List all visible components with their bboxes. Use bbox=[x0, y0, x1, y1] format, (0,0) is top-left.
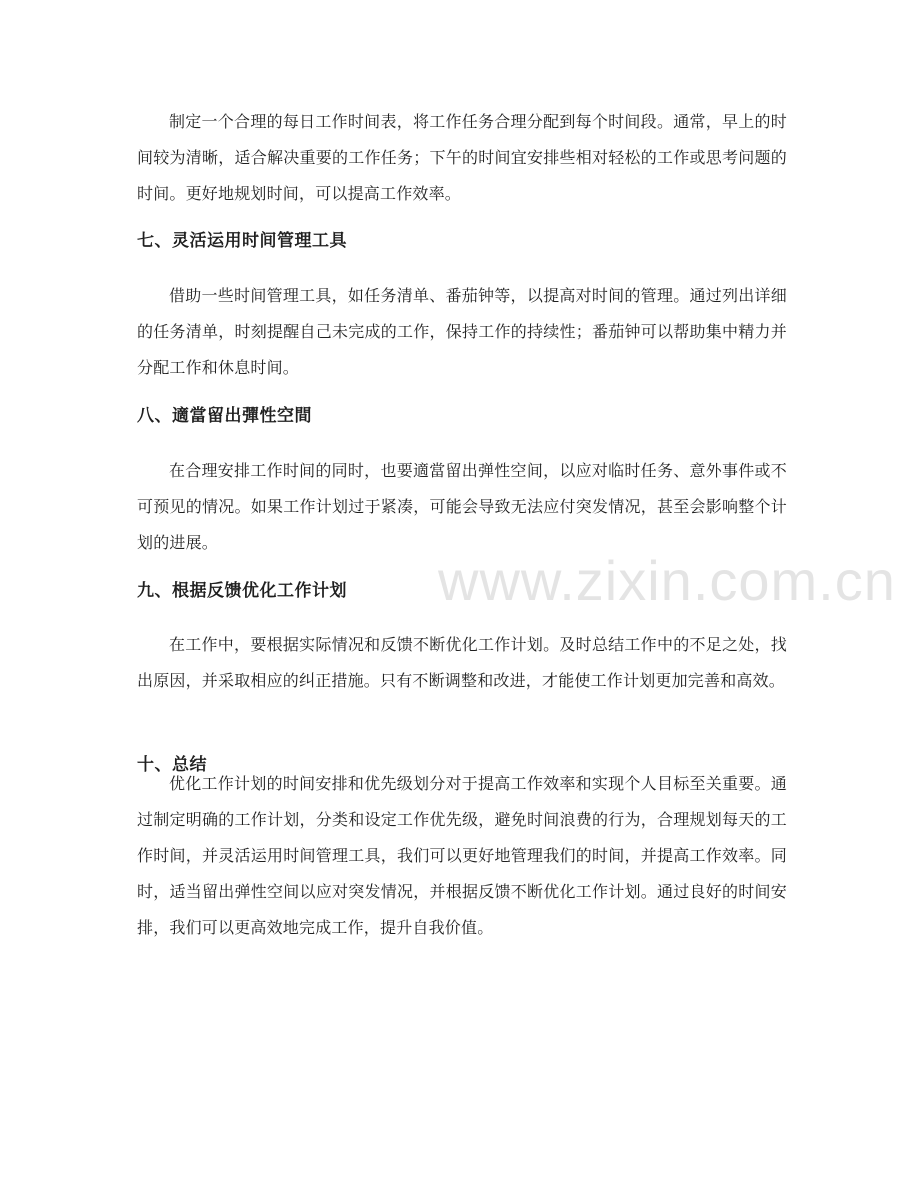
paragraph-feedback-optimization: 在工作中，要根据实际情况和反馈不断优化工作计划。及时总结工作中的不足之处，找出原因，并采取相应的纠正措施。只有不断调整和改进，才能使工作计划更加完善和高效。 bbox=[137, 635, 787, 690]
heading-flexible-space: 八、適當留出彈性空間 bbox=[137, 406, 312, 426]
paragraph-summary: 优化工作计划的时间安排和优先级划分对于提高工作效率和实现个人目标至关重要。通过制定明确的工作计划，分类和设定工作优先级，避免时间浪费的行为，合理规划每天的工作时间，并灵活运用时间管理工具，我们可以更好地管理我们的时间，并提高工作效率。同时，适当留出弹性空间以应对突发情况，并根据反馈不断优化工作计划。通过良好的时间安排，我们可以更高效地完成工作，提升自我价值。 bbox=[137, 774, 787, 937]
paragraph-time-tools: 借助一些时间管理工具，如任务清单、番茄钟等，以提高对时间的管理。通过列出详细的任务清单，时刻提醒自己未完成的工作，保持工作的持续性；番茄钟可以帮助集中精力并分配工作和休息时间。 bbox=[137, 286, 787, 377]
paragraph-daily-schedule: 制定一个合理的每日工作时间表，将工作任务合理分配到每个时间段。通常，早上的时间较为清晰，适合解决重要的工作任务；下午的时间宜安排些相对轻松的工作或思考问题的时间。更好地规划时间，可以提高工作效率。 bbox=[137, 112, 787, 203]
heading-feedback-optimization: 九、根据反馈优化工作计划 bbox=[137, 581, 347, 601]
watermark: www.zixin.com.cn bbox=[438, 549, 896, 612]
heading-time-tools: 七、灵活运用时间管理工具 bbox=[137, 231, 347, 251]
paragraph-flexible-space: 在合理安排工作时间的同时，也要適當留出弹性空间，以应对临时任务、意外事件或不可预见的情况。如果工作计划过于紧凑，可能会导致无法应付突发情况，甚至会影响整个计划的进展。 bbox=[137, 461, 787, 552]
heading-summary: 十、总结 bbox=[137, 755, 207, 775]
